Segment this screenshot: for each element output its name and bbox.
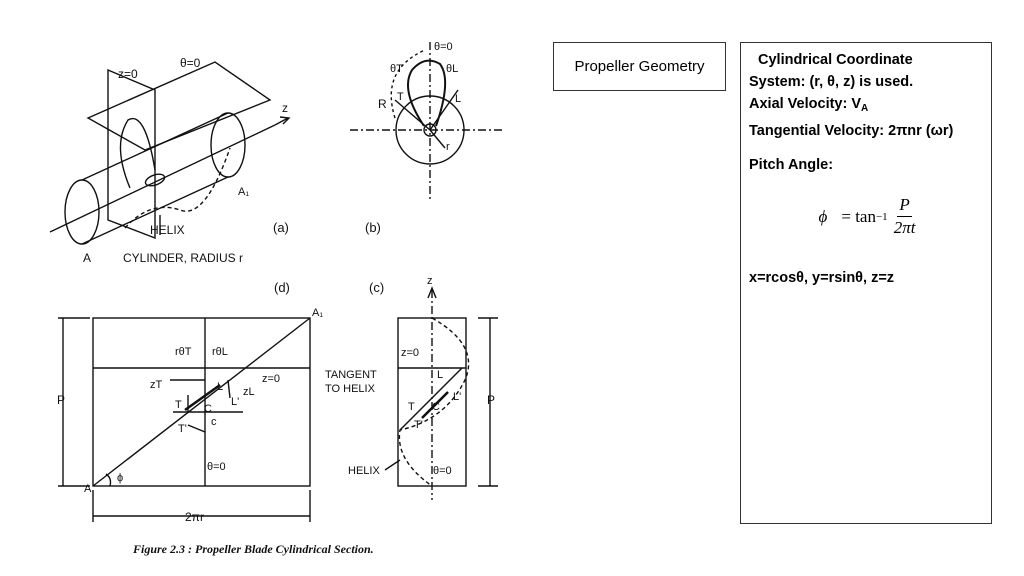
label-d-L: L	[217, 381, 224, 393]
label-c-theta0: θ=0	[433, 465, 452, 477]
label-b-theta0: θ=0	[434, 41, 453, 53]
label-a-theta0: θ=0	[180, 56, 201, 70]
label-c-T: T	[408, 401, 415, 413]
label-a-tag: (a)	[273, 220, 289, 235]
label-d-A: A	[84, 483, 92, 495]
label-c-z0: z=0	[401, 347, 420, 359]
cylinder-right-end	[211, 113, 245, 177]
label-c-helix: HELIX	[348, 465, 380, 477]
label-c-P: P	[487, 393, 496, 407]
label-d-tag: (d)	[274, 280, 290, 295]
label-b-R: R	[378, 97, 387, 111]
axial-velocity	[749, 93, 985, 120]
helix-curve	[125, 148, 230, 228]
coordinate-relations: x=rcosθ, y=rsinθ, z=z	[749, 270, 895, 286]
tangential-velocity: Tangential Velocity: 2πnr (ωr)	[749, 123, 954, 139]
label-b-thetaL: θL	[446, 63, 459, 75]
label-b-L: L	[455, 93, 462, 105]
label-a-cylinder: CYLINDER, RADIUS r	[123, 251, 244, 265]
label-b-r: r	[446, 141, 450, 153]
label-a-a: A	[83, 251, 92, 265]
label-b-thetaT: θT	[390, 63, 403, 75]
label-d-width: 2πr	[185, 510, 204, 524]
formula-numerator: P	[897, 194, 911, 217]
label-d-P: P	[57, 393, 66, 407]
label-d-rthetaT: rθT	[175, 346, 192, 358]
diagram-b	[350, 42, 505, 200]
axial-velocity-text: Axial Velocity: V	[749, 96, 862, 112]
label-d-phi: ϕ	[117, 472, 124, 484]
coord-system-line1: Cylindrical Coordinate	[758, 52, 913, 68]
label-b-T: T	[397, 91, 404, 103]
label-c-tag: (c)	[369, 280, 385, 295]
coord-system-line2: System: (r, θ, z) is used.	[749, 74, 914, 90]
helix-line	[93, 318, 310, 486]
figure-caption: Figure 2.3 : Propeller Blade Cylindrical Section.	[133, 542, 374, 556]
label-d-c: c	[211, 416, 217, 428]
label-d-Tp: T'	[178, 423, 187, 435]
info-box	[740, 42, 992, 524]
plane-theta0	[88, 62, 270, 150]
label-c-tangent: TANGENT	[325, 369, 377, 381]
label-c-tohelix: TO HELIX	[325, 383, 375, 395]
axial-velocity-sub: A	[861, 103, 869, 114]
label-a-z: z	[282, 101, 288, 115]
formula-fraction	[894, 194, 916, 239]
label-c-C: C	[432, 401, 440, 413]
formula-exp: −1	[875, 210, 888, 223]
label-d-Lp: L'	[231, 396, 240, 408]
label-d-a1: A₁	[312, 307, 324, 319]
pitch-angle-label: Pitch Angle:	[749, 157, 834, 173]
label-d-z0: z=0	[262, 373, 281, 385]
formula-denominator: 2πt	[893, 218, 916, 237]
formula-lhs: ϕ	[818, 206, 828, 226]
label-d-zL: zL	[243, 386, 255, 398]
label-d-T: T	[175, 399, 182, 411]
label-d-C: C	[204, 403, 212, 415]
label-d-theta0: θ=0	[207, 461, 226, 473]
label-b-tag: (b)	[365, 220, 381, 235]
label-c-Lp: L'	[453, 391, 462, 403]
title-label: Propeller Geometry	[574, 58, 705, 75]
label-d-rthetaL: rθL	[212, 346, 228, 358]
cylinder-left-end	[65, 180, 99, 244]
plane-z0	[108, 70, 155, 238]
label-a-z0: z=0	[118, 67, 138, 81]
label-c-Tp: T'	[414, 419, 423, 431]
label-c-L: L	[437, 369, 444, 381]
label-c-z: z	[427, 275, 433, 287]
formula-eq: = tan	[841, 206, 876, 226]
label-a-a1: A₁	[238, 186, 250, 198]
label-d-zT: zT	[150, 379, 163, 391]
pitch-angle-formula	[749, 194, 985, 239]
title-box	[553, 42, 726, 91]
label-a-helix: HELIX	[150, 223, 185, 237]
diagram-a	[50, 62, 289, 244]
